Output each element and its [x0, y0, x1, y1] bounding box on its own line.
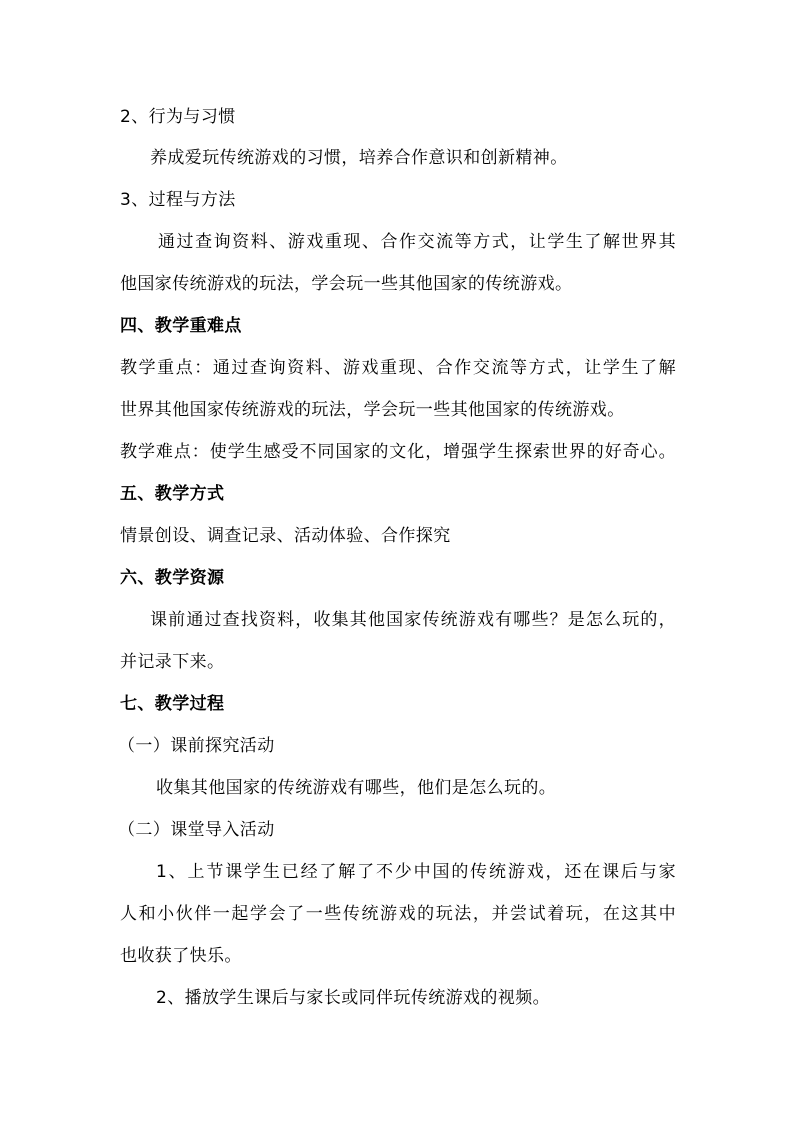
paragraph-line: 收集其他国家的传统游戏有哪些，他们是怎么玩的。 — [156, 778, 557, 798]
subsection-heading-process-method: 3、过程与方法 — [120, 190, 236, 210]
section-heading-teaching-resources: 六、教学资源 — [120, 568, 225, 588]
paragraph-line: 通过查询资料、游戏重现、合作交流等方式，让学生了解世界其 — [158, 232, 676, 252]
subsection-heading-behavior-habits: 2、行为与习惯 — [120, 107, 236, 127]
paragraph-line: 教学重点：通过查询资料、游戏重现、合作交流等方式，让学生了解 — [120, 358, 676, 378]
subsection-heading-pre-class-activity: （一）课前探究活动 — [118, 736, 275, 756]
paragraph-line: 1、上节课学生已经了解了不少中国的传统游戏，还在课后与家 — [156, 862, 676, 882]
paragraph-line: 也收获了快乐。 — [120, 946, 242, 966]
section-heading-teaching-process: 七、教学过程 — [120, 694, 225, 714]
paragraph-line: 养成爱玩传统游戏的习惯，培养合作意识和创新精神。 — [150, 148, 568, 168]
subsection-heading-class-intro-activity: （二）课堂导入活动 — [118, 820, 275, 840]
section-heading-key-difficult-points: 四、教学重难点 — [120, 316, 242, 336]
paragraph-line: 课前通过查找资料，收集其他国家传统游戏有哪些？是怎么玩的， — [150, 610, 676, 630]
paragraph-line: 人和小伙伴一起学会了一些传统游戏的玩法，并尝试着玩，在这其中 — [120, 904, 676, 924]
paragraph-line: 并记录下来。 — [120, 652, 225, 672]
paragraph-line: 他国家传统游戏的玩法，学会玩一些其他国家的传统游戏。 — [120, 274, 573, 294]
paragraph-line: 2、播放学生课后与家长或同伴玩传统游戏的视频。 — [156, 988, 551, 1008]
paragraph-line: 情景创设、调查记录、活动体验、合作探究 — [120, 526, 451, 546]
paragraph-line: 教学难点：使学生感受不同国家的文化，增强学生探索世界的好奇心。 — [120, 442, 676, 462]
paragraph-line: 世界其他国家传统游戏的玩法，学会玩一些其他国家的传统游戏。 — [120, 400, 625, 420]
section-heading-teaching-methods: 五、教学方式 — [120, 484, 225, 504]
